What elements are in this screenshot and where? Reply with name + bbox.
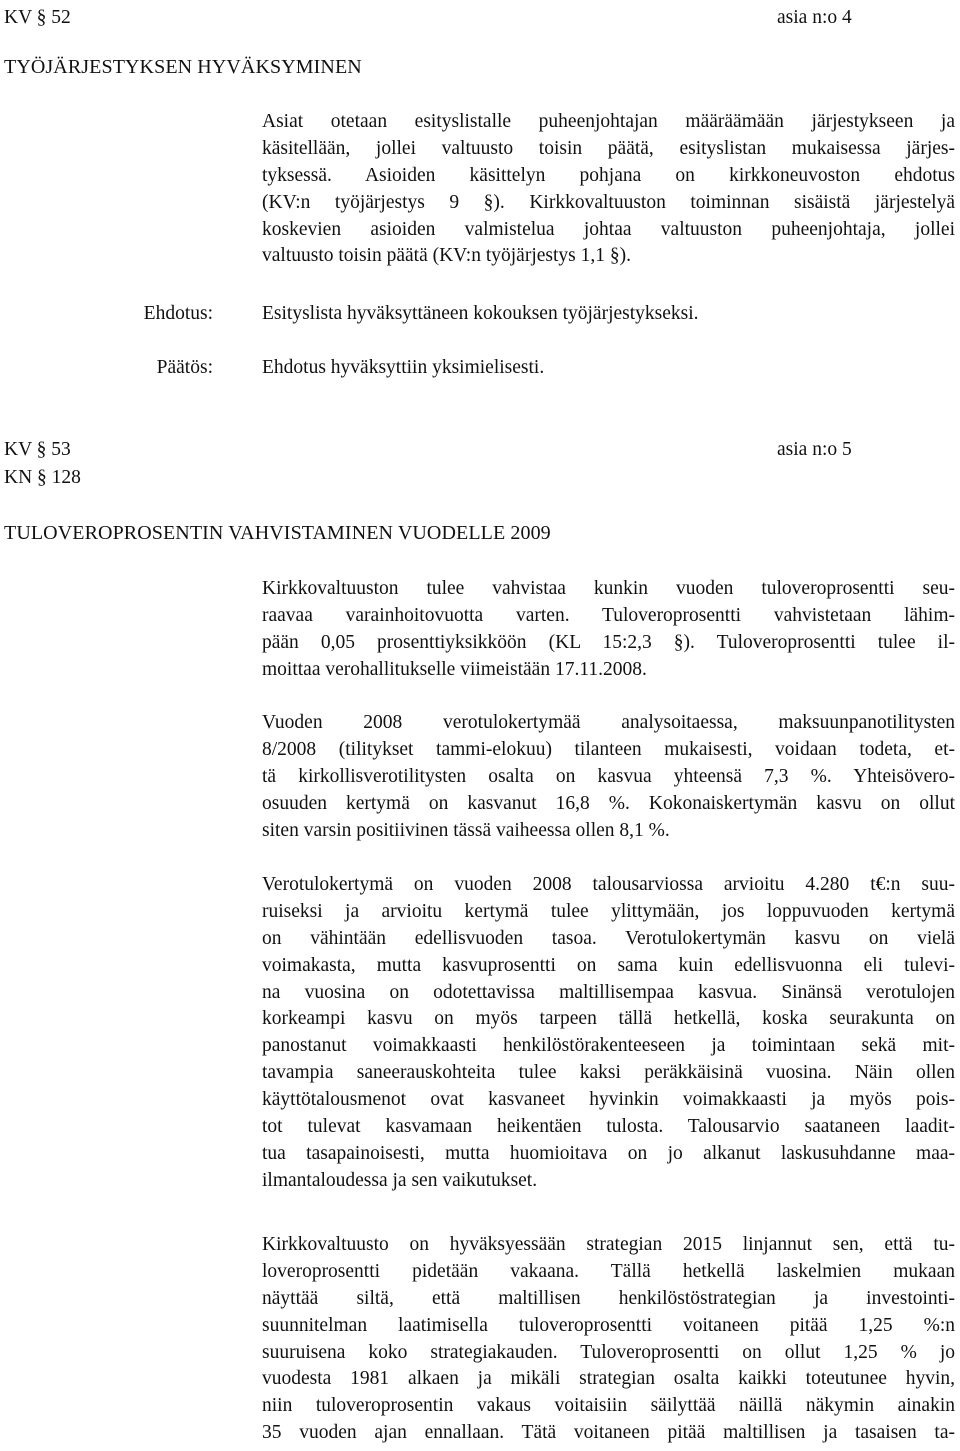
paragraph-line: osuuden kertymä on kasvanut 16,8 %. Kokonaiskertymän kasvu on ollut xyxy=(262,792,955,814)
paragraph-line: (KV:n työjärjestys 9 §). Kirkkovaltuuston toiminnan sisäistä järjestelyä xyxy=(262,191,955,213)
paragraph-line: näyttää siltä, että maltillisen henkilöstöstrategian ja investointi- xyxy=(262,1287,955,1309)
paragraph-line: Asiat otetaan esityslistalle puheenjohtajan määräämään järjestykseen ja xyxy=(262,111,955,132)
paragraph-line: tot tulevat kasvamaan heikentäen tulosta. Talousarvio saataneen laadit- xyxy=(262,1116,955,1138)
paragraph-3 xyxy=(262,711,955,845)
case-number-4: asia n:o 4 xyxy=(777,7,852,28)
paragraph-line: käsitellään, jollei valtuusto toisin päätä, esityslistan mukaisessa järjes- xyxy=(262,137,955,159)
paragraph-line: suunnitelman laatimisella tuloveroprosentti voitaneen pitää 1,25 %:n xyxy=(262,1314,955,1336)
paragraph-line: käyttötalousmenot ovat kasvaneet hyvinkin voimakkaasti ja myös pois- xyxy=(262,1089,955,1111)
section-number-kv52: KV § 52 xyxy=(4,7,71,28)
paragraph-line: na vuosina on odotettavissa maltillisempaa kasvua. Sinänsä verotulojen xyxy=(262,981,955,1003)
paragraph-line: vuodesta 1981 alkaen ja mikäli strategian osalta kaikki toteutunee hyvin, xyxy=(262,1368,955,1390)
paragraph-line: moittaa verohallitukselle viimeistään 17.11.2008. xyxy=(262,658,647,680)
paragraph-line: tua tasapainoisesti, mutta huomioitava on jo alkanut laskusuhdanne maa- xyxy=(262,1142,955,1164)
proposal-text: Esityslista hyväksyttäneen kokouksen työjärjestykseksi. xyxy=(262,303,699,324)
paragraph-line: ilmantaloudessa ja sen vaikutukset. xyxy=(262,1169,538,1191)
paragraph-line: Verotulokertymä on vuoden 2008 talousarviossa arvioitu 4.280 t€:n suu- xyxy=(262,874,955,895)
paragraph-5 xyxy=(262,1233,955,1448)
paragraph-line: pään 0,05 prosenttiyksikköön (KL 15:2,3 §). Tuloveroprosentti tulee il- xyxy=(262,631,955,653)
section-number-kv53: KV § 53 xyxy=(4,439,71,460)
paragraph-line: valtuusto toisin päätä (KV:n työjärjestys 1,1 §). xyxy=(262,245,631,267)
section-title-2: TULOVEROPROSENTIN VAHVISTAMINEN VUODELLE 2009 xyxy=(4,522,551,544)
paragraph-2 xyxy=(262,577,955,685)
paragraph-4 xyxy=(262,873,955,1196)
paragraph-line: raavaa varainhoitovuotta varten. Tuloveroprosentti vahvistetaan lähim- xyxy=(262,604,955,626)
section-number-kn128: KN § 128 xyxy=(4,467,81,488)
decision-text: Ehdotus hyväksyttiin yksimielisesti. xyxy=(262,357,545,378)
paragraph-line: voimakasta, mutta kasvuprosentti on sama kuin edellisvuonna eli tulevi- xyxy=(262,954,955,976)
paragraph-line: loveroprosentti pidetään vakaana. Tällä hetkellä laskelmien mukaan xyxy=(262,1260,955,1282)
paragraph-line: 35 vuoden ajan ennallaan. Tätä voitaneen pitää maltillisen ja tasaisen ta- xyxy=(262,1422,955,1444)
paragraph-line: 8/2008 (tilitykset tammi-elokuu) tilanteen mukaisesti, voidaan todeta, et- xyxy=(262,738,955,760)
decision-label: Päätös: xyxy=(156,357,213,378)
paragraph-line: niin tuloveroprosentin vakaus voitaisiin säilyttää näillä näkymin ainakin xyxy=(262,1395,955,1417)
proposal-label: Ehdotus: xyxy=(143,303,213,324)
paragraph-line: Kirkkovaltuuston tulee vahvistaa kunkin vuoden tuloveroprosentti seu- xyxy=(262,578,955,599)
paragraph-line: ruiseksi ja arvioitu kertymä tulee ylittymään, jos loppuvuoden kertymä xyxy=(262,900,955,922)
paragraph-line: Kirkkovaltuusto on hyväksyessään strategian 2015 linjannut sen, että tu- xyxy=(262,1234,955,1255)
paragraph-line: tyksessä. Asioiden käsittelyn pohjana on kirkkoneuvoston ehdotus xyxy=(262,164,955,186)
paragraph-line: korkeampi kasvu on myös tarpeen tällä hetkellä, koska seurakunta on xyxy=(262,1008,955,1030)
paragraph-line: tä kirkollisverotilitysten osalta on kasvua yhteensä 7,3 %. Yhteisövero- xyxy=(262,765,955,787)
paragraph-line: tavampia saneerauskohteita tulee kaksi peräkkäisinä vuosina. Näin ollen xyxy=(262,1062,955,1084)
paragraph-line: suuruisena koko strategiakauden. Tuloveroprosentti on ollut 1,25 % jo xyxy=(262,1341,955,1363)
paragraph-line: koskevien asioiden valmistelua johtaa valtuuston puheenjohtaja, jollei xyxy=(262,218,955,240)
paragraph-1 xyxy=(262,110,955,271)
paragraph-line: on vähintään edellisvuoden tasoa. Verotulokertymän kasvu on vielä xyxy=(262,927,955,949)
paragraph-line: Vuoden 2008 verotulokertymää analysoitaessa, maksuunpanotilitysten xyxy=(262,712,955,733)
paragraph-line: siten varsin positiivinen tässä vaiheessa ollen 8,1 %. xyxy=(262,819,670,841)
case-number-5: asia n:o 5 xyxy=(777,439,852,460)
section-title-1: TYÖJÄRJESTYKSEN HYVÄKSYMINEN xyxy=(4,56,362,78)
paragraph-line: panostanut voimakkaasti henkilöstörakenteeseen ja toimintaan sekä mit- xyxy=(262,1035,955,1057)
